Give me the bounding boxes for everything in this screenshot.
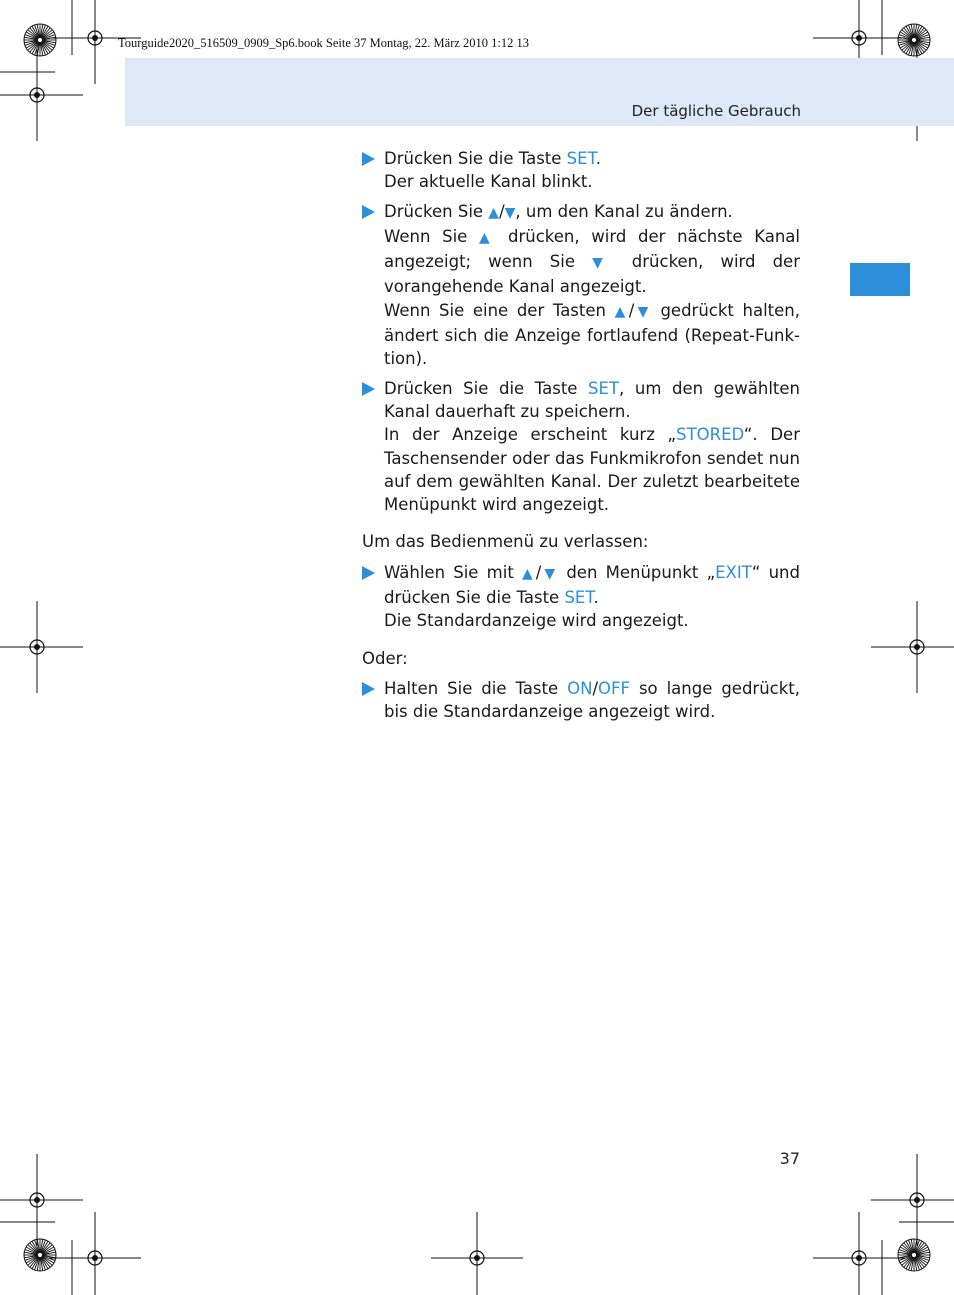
- crosshair-mark: [49, 1212, 141, 1295]
- registration-star-mark: [24, 1239, 56, 1271]
- registration-star-mark: [24, 24, 56, 56]
- step-arrow-icon: [362, 566, 375, 580]
- key-name: EXIT: [715, 562, 752, 582]
- text-run: drücken, wird der vorangehende Kanal angezeigt.: [384, 252, 800, 297]
- text-run: /: [592, 678, 599, 698]
- text-run: /: [535, 562, 542, 582]
- arrow-down-icon: ▼: [634, 303, 652, 320]
- step-paragraph: [384, 377, 800, 424]
- text-run: Der aktuelle Kanal blinkt.: [384, 172, 593, 192]
- arrow-up-icon: ▲: [488, 204, 500, 221]
- step-paragraph: [384, 561, 800, 610]
- crosshair-mark: [871, 1154, 954, 1246]
- text-run: so lange gedrückt, bis die Standardanzeige angezeigt wird.: [384, 678, 800, 722]
- exit-intro-text: Um das Bedienmenü zu verlassen:: [362, 532, 649, 552]
- step-arrow-icon: [362, 205, 375, 219]
- text-run: In der Anzeige erscheint kurz „: [384, 425, 677, 445]
- step-paragraph: [384, 299, 800, 371]
- step-paragraph: [384, 225, 800, 299]
- header-band: [125, 58, 954, 126]
- arrow-up-icon: ▲: [522, 565, 536, 582]
- crosshair-mark: [431, 1212, 523, 1295]
- step-list: [362, 147, 800, 516]
- crosshair-mark: [0, 1154, 83, 1246]
- step-arrow-icon: [362, 152, 375, 166]
- exit-step-list: [362, 561, 800, 633]
- crosshair-mark: [0, 49, 83, 141]
- text-run: .: [595, 149, 601, 168]
- text-run: Die Standardanzeige wird angezeigt.: [384, 611, 689, 631]
- arrow-down-icon: ▼: [592, 255, 615, 272]
- text-run: drücken, wird der nächste Kanal angezeigt; wenn Sie: [384, 226, 800, 272]
- step-arrow-icon: [362, 682, 375, 696]
- instruction-content: [362, 147, 800, 730]
- step-paragraph: [384, 147, 800, 170]
- arrow-up-icon: ▲: [614, 303, 629, 320]
- section-title: Der tägliche Gebrauch: [631, 102, 801, 120]
- text-run: Drücken Sie die Taste: [384, 149, 567, 168]
- step-paragraph: [384, 423, 800, 516]
- arrow-down-icon: ▼: [541, 565, 559, 582]
- text-run: , um den gewählten Kanal dauerhaft zu speichern.: [384, 378, 800, 421]
- page-number: 37: [779, 1149, 800, 1168]
- registration-star-mark: [898, 1239, 930, 1271]
- text-run: Drücken Sie: [384, 201, 489, 221]
- text-run: “ und drücken Sie die Taste: [384, 562, 800, 608]
- or-label: Oder:: [362, 648, 408, 668]
- key-name: ON: [567, 678, 593, 698]
- key-name: STORED: [676, 425, 744, 445]
- step-paragraph: [384, 200, 800, 225]
- key-name: SET: [566, 149, 596, 168]
- text-run: gedrückt halten, ändert sich die Anzeige fortlaufend (Repeat-Funktion).: [384, 300, 800, 369]
- text-run: , um den Kanal zu ändern.: [515, 201, 733, 221]
- text-run: Wenn Sie: [384, 226, 480, 246]
- text-run: Wählen Sie mit: [384, 562, 523, 582]
- step-arrow-icon: [362, 382, 375, 396]
- registration-star-mark: [898, 24, 930, 56]
- arrow-down-icon: ▼: [504, 204, 516, 221]
- instruction-step: [362, 677, 800, 724]
- crosshair-mark: [0, 601, 83, 693]
- arrow-up-icon: ▲: [479, 229, 497, 246]
- text-run: Wenn Sie eine der Tasten: [384, 300, 615, 320]
- instruction-step: [362, 147, 800, 194]
- text-run: /: [628, 300, 635, 320]
- crosshair-mark: [813, 1212, 905, 1295]
- text-run: Drücken Sie die Taste: [384, 378, 589, 398]
- instruction-step: [362, 200, 800, 371]
- chapter-tab-marker: [850, 263, 910, 296]
- instruction-step: [362, 377, 800, 517]
- step-paragraph: [384, 677, 800, 724]
- text-run: “. Der Taschensender oder das Funkmikrofon sendet nun auf dem gewählten Kanal. Der zuletzt bearbeitete Menüpunkt wird angezeigt.: [384, 425, 800, 515]
- or-step-list: [362, 677, 800, 724]
- instruction-step: [362, 561, 800, 633]
- key-name: OFF: [598, 678, 630, 698]
- key-name: SET: [564, 588, 594, 608]
- crosshair-mark: [871, 601, 954, 693]
- text-run: /: [499, 201, 505, 221]
- key-name: SET: [588, 378, 620, 398]
- text-run: den Menüpunkt „: [558, 562, 716, 582]
- text-run: Halten Sie die Taste: [384, 678, 568, 698]
- step-paragraph: [384, 609, 800, 632]
- step-paragraph: [384, 170, 800, 193]
- print-slug-line: Tourguide2020_516509_0909_Sp6.book Seite 37 Montag, 22. März 2010 1:12 13: [118, 36, 530, 50]
- text-run: .: [593, 588, 599, 608]
